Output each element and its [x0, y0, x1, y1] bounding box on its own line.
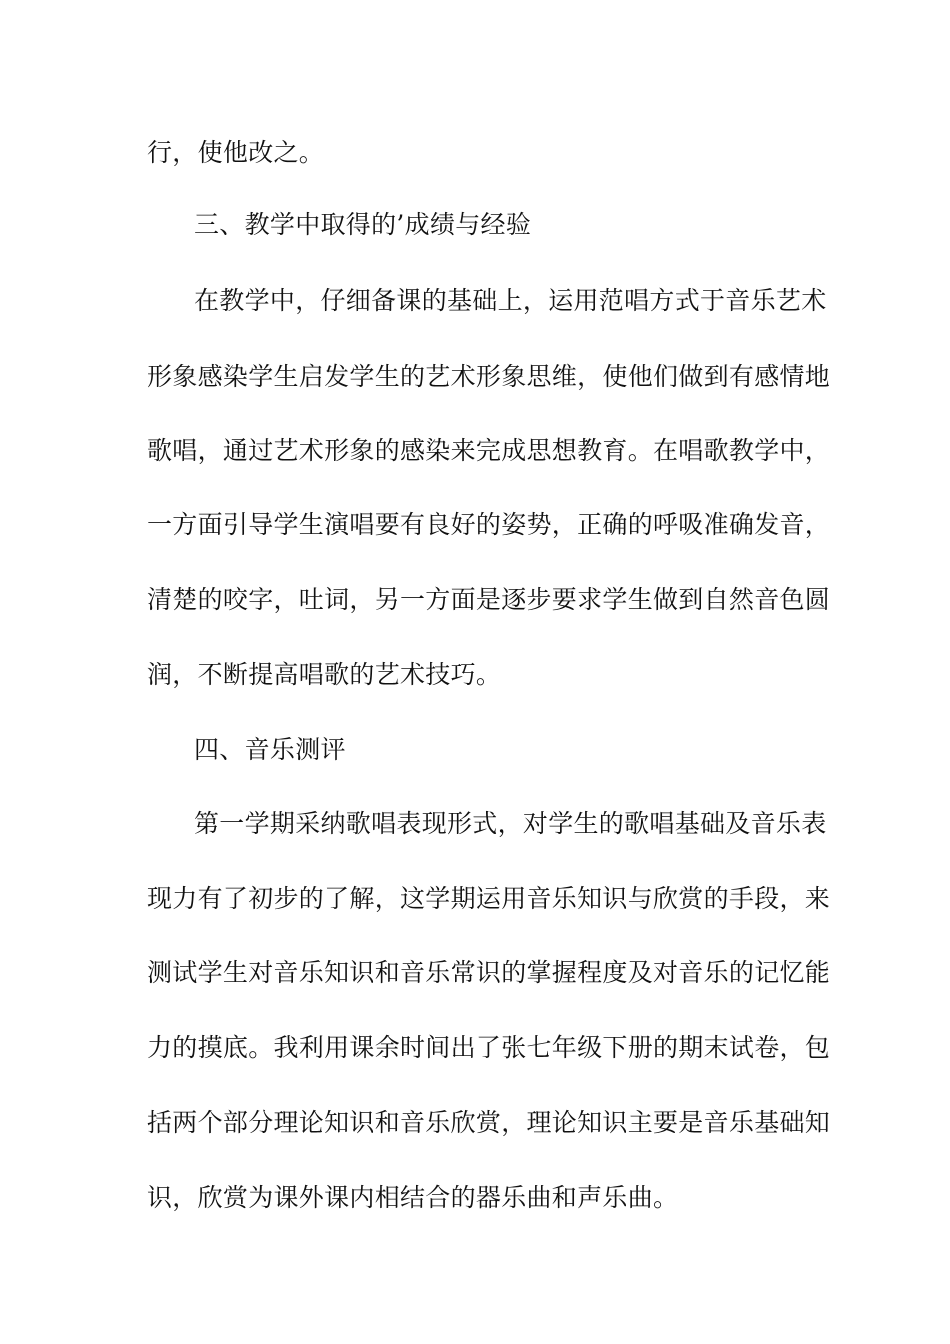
paragraph-line: 行，使他改之。 [147, 138, 325, 167]
paragraph-line: 清楚的咬字，吐词，另一方面是逐步要求学生做到自然音色圆 [147, 585, 831, 614]
section-heading: 四、音乐测评 [194, 735, 346, 764]
paragraph-line: 第一学期采纳歌唱表现形式，对学生的歌唱基础及音乐表 [194, 809, 827, 838]
paragraph-line: 歌唱，通过艺术形象的感染来完成思想教育。在唱歌教学中， [147, 436, 831, 465]
paragraph-line: 力的摸底。我利用课余时间出了张七年级下册的期末试卷，包 [147, 1033, 831, 1062]
paragraph-line: 识，欣赏为课外课内相结合的器乐曲和声乐曲。 [147, 1183, 679, 1212]
paragraph-line: 测试学生对音乐知识和音乐常识的掌握程度及对音乐的记忆能 [147, 958, 831, 987]
paragraph-line: 一方面引导学生演唱要有良好的姿势，正确的呼吸准确发音， [147, 510, 831, 539]
paragraph-line: 润，不断提高唱歌的艺术技巧。 [147, 660, 502, 689]
paragraph-line: 形象感染学生启发学生的艺术形象思维，使他们做到有感情地 [147, 362, 831, 391]
paragraph-line: 现力有了初步的了解，这学期运用音乐知识与欣赏的手段，来 [147, 884, 831, 913]
section-heading: 三、教学中取得的’成绩与经验 [194, 210, 532, 239]
paragraph-line: 在教学中，仔细备课的基础上，运用范唱方式于音乐艺术 [194, 286, 827, 315]
paragraph-line: 括两个部分理论知识和音乐欣赏，理论知识主要是音乐基础知 [147, 1108, 831, 1137]
